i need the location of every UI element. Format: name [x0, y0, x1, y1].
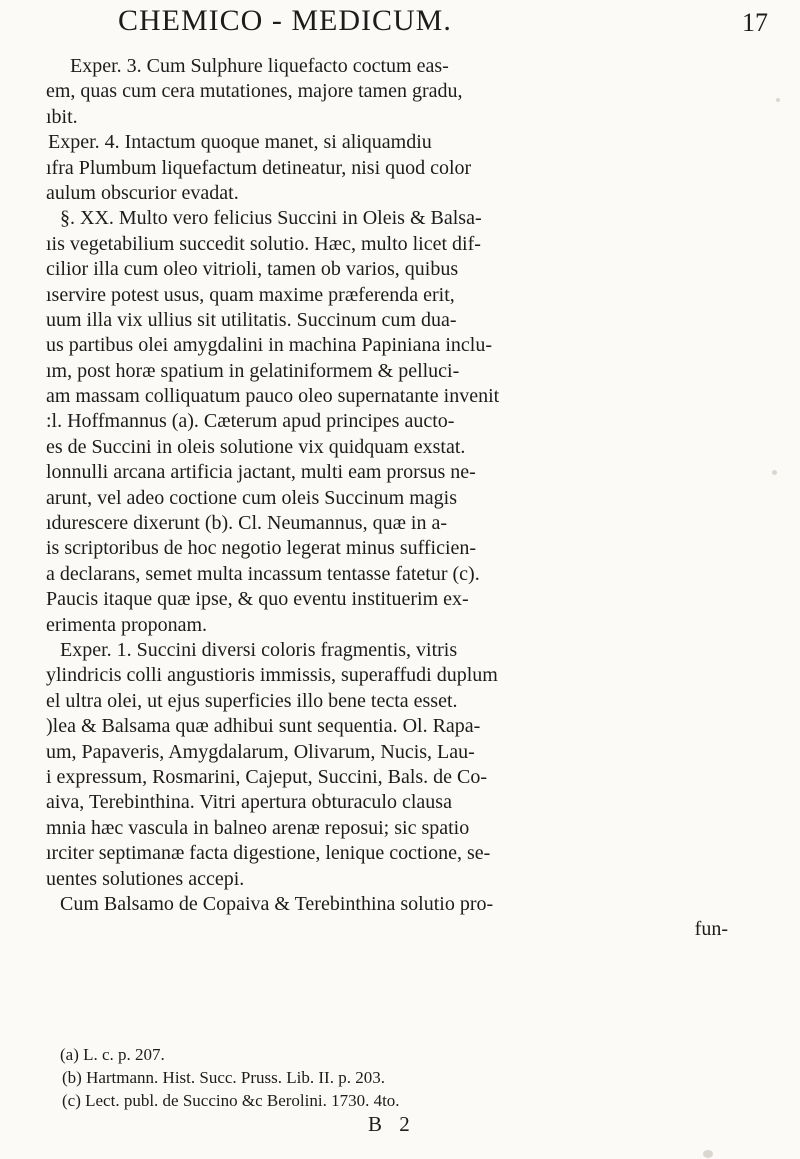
page-header [118, 4, 768, 44]
text-line: us partibus olei amygdalini in machina Papiniana inclu- [46, 334, 493, 357]
text-line: ıfra Plumbum liquefactum detineatur, nisi quod color [46, 156, 472, 179]
page-number: 17 [742, 8, 768, 37]
text-line: aulum obscurior evadat. [46, 181, 239, 204]
text-line: is scriptoribus de hoc negotio legerat minus sufficien- [46, 537, 477, 560]
text-line: )lea & Balsama quæ adhibui sunt sequentia. Ol. Rapa- [46, 715, 481, 738]
footnotes [0, 1043, 768, 1112]
text-line: ım, post horæ spatium in gelatiniformem & pelluci- [46, 359, 460, 382]
text-line: a declarans, semet multa incassum tentasse fatetur (c). [46, 562, 480, 585]
text-line: ıdurescere dixerunt (b). Cl. Neumannus, quæ in a- [46, 512, 448, 535]
body-text [0, 54, 768, 943]
text-line: i expressum, Rosmarini, Cajeput, Succini, Bals. de Co- [46, 765, 488, 788]
text-line: :l. Hoffmannus (a). Cæterum apud principes aucto- [46, 410, 455, 433]
footnote: (c) Lect. publ. de Succino &c Berolini. 1730. 4to. [62, 1091, 400, 1110]
ink-spot [776, 98, 780, 102]
text-line: §. XX. Multo vero felicius Succini in Oleis & Balsa- [60, 207, 482, 230]
text-line: mnia hæc vascula in balneo arenæ reposui; sic spatio [46, 816, 470, 839]
text-line: em, quas cum cera mutationes, majore tamen gradu, [46, 80, 463, 103]
text-line: uentes solutiones accepi. [46, 867, 245, 890]
text-line: lonnulli arcana artificia jactant, multi eam prorsus ne- [46, 461, 476, 484]
footnote: (a) L. c. p. 207. [60, 1045, 165, 1064]
text-line: Cum Balsamo de Copaiva & Terebinthina solutio pro- [60, 892, 494, 915]
text-line: am massam colliquatum pauco oleo supernatante invenit [46, 385, 500, 408]
text-line: ylindricis colli angustioris immissis, superaffudi duplum [46, 664, 498, 687]
text-line: ıis vegetabilium succedit solutio. Hæc, multo licet dif- [46, 232, 481, 255]
running-title: CHEMICO - MEDICUM. [118, 4, 452, 37]
text-line: uum illa vix ullius sit utilitatis. Succinum cum dua- [46, 308, 457, 331]
ink-spot [703, 1150, 713, 1158]
text-line: es de Succini in oleis solutione vix quidquam exstat. [46, 435, 466, 458]
text-line: cilior illa cum oleo vitrioli, tamen ob varios, quibus [46, 258, 459, 281]
text-line: ırciter septimanæ facta digestione, lenique coctione, se- [46, 842, 491, 865]
text-line: el ultra olei, ut ejus superficies illo bene tecta esset. [46, 689, 458, 712]
text-line: ıservire potest usus, quam maxime præferenda erit, [46, 283, 455, 306]
text-line: um, Papaveris, Amygdalarum, Olivarum, Nucis, Lau- [46, 740, 475, 763]
text-line: Paucis itaque quæ ipse, & quo eventu instituerim ex- [46, 588, 469, 611]
text-line: aiva, Terebinthina. Vitri apertura obturaculo clausa [46, 791, 452, 814]
signature-mark: B 2 [368, 1112, 416, 1136]
text-line: Exper. 4. Intactum quoque manet, si aliquamdiu [48, 131, 432, 154]
text-line: arunt, vel adeo coctione cum oleis Succinum magis [46, 486, 457, 509]
ink-spot [772, 470, 777, 475]
text-line: Exper. 3. Cum Sulphure liquefacto coctum eas- [70, 55, 449, 77]
text-line: ıbit. [46, 105, 78, 128]
text-line: Exper. 1. Succini diversi coloris fragmentis, vitris [60, 638, 458, 661]
footnote: (b) Hartmann. Hist. Succ. Pruss. Lib. II. p. 203. [62, 1068, 385, 1087]
text-line: erimenta proponam. [46, 613, 208, 636]
catchword: fun- [694, 918, 728, 941]
